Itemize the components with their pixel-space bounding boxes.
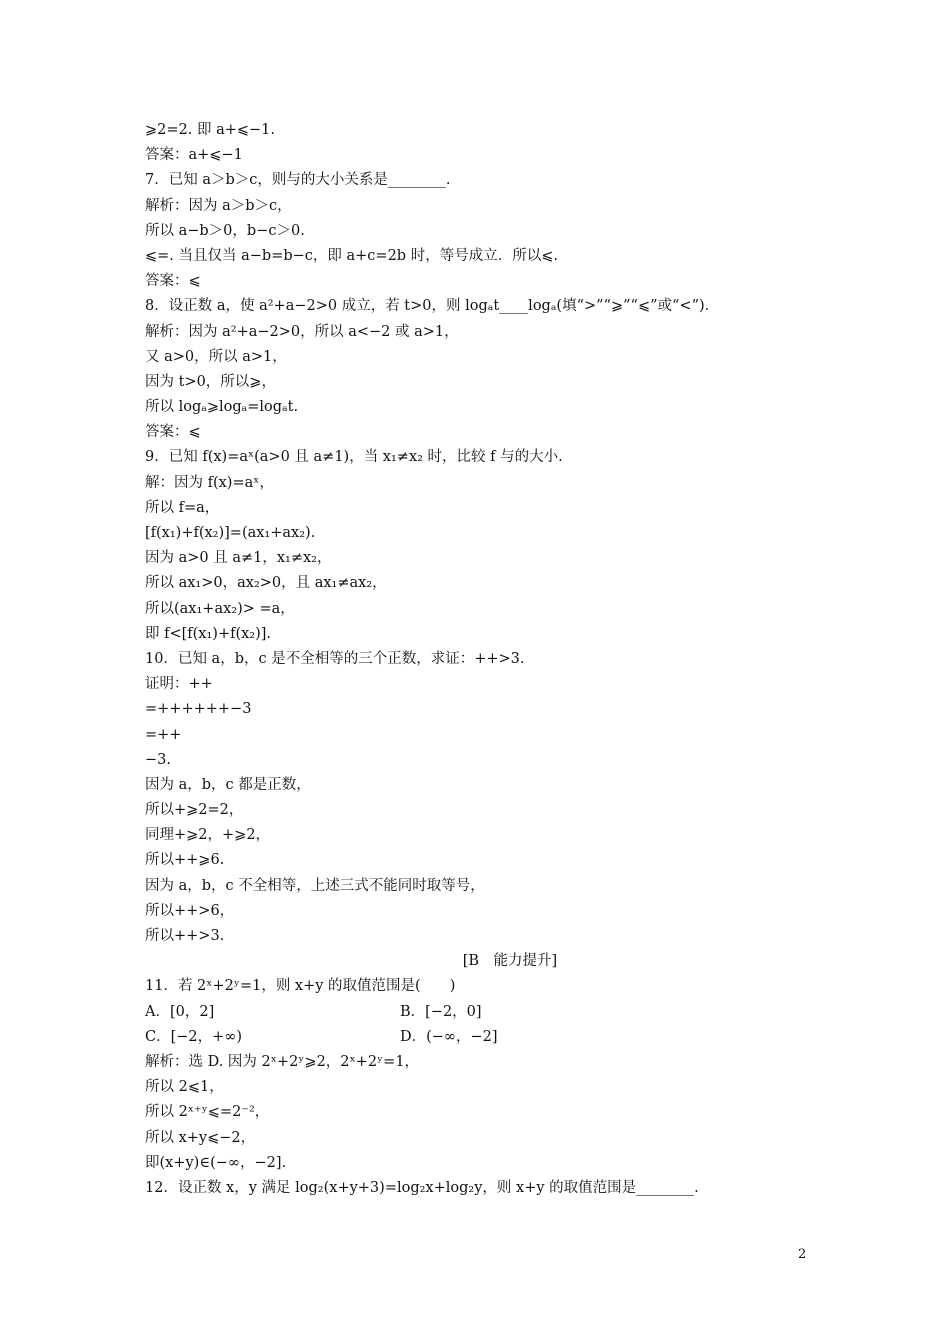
text-line: 因为 a>0 且 a≠1，x₁≠x₂， [145, 550, 332, 567]
question-12: 12．设正数 x，y 满足 log₂(x+y+3)=log₂x+log₂y，则 x+y 的取值范围是________. [145, 1179, 699, 1196]
text-line: 所以 2ˣ⁺ʸ⩽=2⁻²， [145, 1104, 270, 1121]
text-line: 9．已知 f(x)=aˣ(a>0 且 a≠1)，当 x₁≠x₂ 时，比较 f 与的大小. [145, 449, 563, 466]
text-line: 又 a>0，所以 a>1， [145, 348, 287, 365]
text-line: 所以 a−b＞0，b−c＞0. [145, 222, 305, 239]
text-line: 答案：⩽ [145, 273, 201, 290]
section-heading: [B 能力提升] [462, 953, 558, 970]
text-line: 解析：选 D. 因为 2ˣ+2ʸ⩾2，2ˣ+2ʸ=1， [145, 1053, 420, 1070]
text-line: ⩾2=2. 即 a+⩽−1. [145, 122, 276, 138]
text-line: 所以(ax₁+ax₂)> =a， [145, 600, 295, 617]
option-c: C．[−2，+∞) [145, 1028, 243, 1045]
text-line: 解：因为 f(x)=aˣ， [145, 474, 274, 491]
text-line: 因为 a，b，c 不全相等，上述三式不能同时取等号， [145, 877, 485, 894]
text-line: ⩽=. 当且仅当 a−b=b−c，即 a+c=2b 时，等号成立．所以⩽. [145, 247, 558, 264]
text-line: =++ [145, 726, 182, 743]
text-line: 解析：因为 a²+a−2>0，所以 a<−2 或 a>1， [145, 323, 459, 340]
text-line: 因为 t>0，所以⩾， [145, 373, 276, 390]
text-line: 7．已知 a＞b＞c，则与的大小关系是________. [145, 172, 451, 189]
text-line: 所以 logₐ⩾logₐ=logₐt. [145, 399, 299, 416]
page-number: 2 [798, 1247, 807, 1262]
text-line: 答案：⩽ [145, 424, 201, 441]
options-row [145, 1025, 815, 1050]
text-line: 所以++>3. [145, 928, 225, 944]
text-line: 解析：因为 a＞b＞c， [145, 197, 292, 214]
text-line: =++++++−3 [145, 701, 252, 718]
text-line: 即 f<[f(x₁)+f(x₂)]. [145, 625, 272, 642]
text-line: 所以++>6， [145, 902, 235, 919]
text-body [145, 118, 815, 1201]
text-line: 同理+⩾2，+⩾2， [145, 827, 271, 844]
options-row [145, 1000, 815, 1025]
question-11: 11．若 2ˣ+2ʸ=1，则 x+y 的取值范围是( ) [145, 978, 456, 995]
text-line: 所以 f=a， [145, 499, 220, 516]
text-line: 10．已知 a，b，c 是不全相等的三个正数，求证：++>3. [145, 650, 525, 667]
text-line: 所以 2⩽1， [145, 1079, 224, 1096]
text-line: 所以++⩾6. [145, 852, 225, 869]
text-line: 8．设正数 a，使 a²+a−2>0 成立，若 t>0，则 logₐt____logₐ(填“>”“⩾”“⩽”或“<”)． [145, 298, 720, 315]
text-line: 证明：++ [145, 676, 213, 693]
text-line: −3. [145, 751, 171, 768]
text-line: 所以 x+y⩽−2， [145, 1129, 256, 1146]
text-line: 所以+⩾2=2， [145, 802, 244, 819]
option-b: B．[−2，0] [400, 1003, 482, 1020]
text-line: [f(x₁)+f(x₂)]=(ax₁+ax₂). [145, 525, 316, 541]
option-d: D．(−∞，−2] [400, 1028, 498, 1045]
text-line: 因为 a，b，c 都是正数， [145, 776, 311, 793]
text-line: 所以 ax₁>0，ax₂>0，且 ax₁≠ax₂， [145, 575, 387, 592]
text-line: 答案：a+⩽−1 [145, 147, 243, 164]
option-a: A．[0，2] [145, 1003, 215, 1020]
text-line: 即(x+y)∈(−∞，−2]. [145, 1154, 287, 1171]
